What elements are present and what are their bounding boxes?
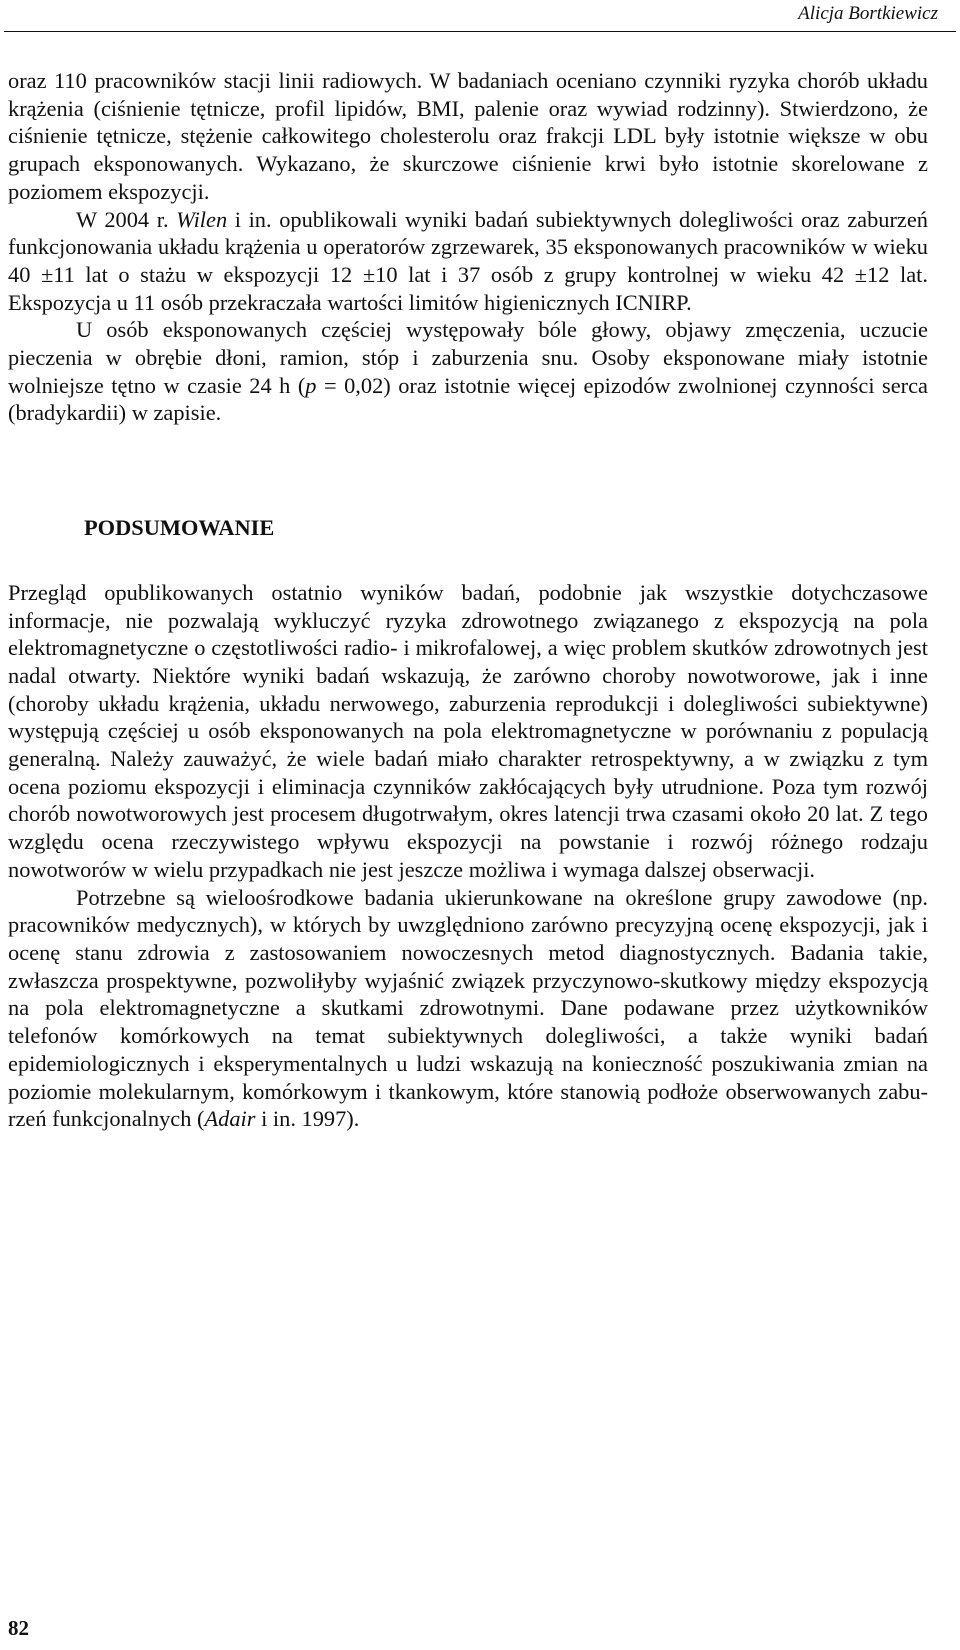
paragraph-continuation: oraz 110 pracowników stacji linii radiowych. W badaniach oceniano czynniki ryzyka chorób układu krążenia (ciśnienie tętnicze, profil lipidów, BMI, palenie oraz wywiad rodzinny). Stwierdzono, że ciśnienie tętnicze, stężenie całkowitego cholesterolu oraz frakcji LDL były istotnie większe w obu grupach eksponowanych. Wykazano, że skurczowe ciśnienie krwi było istotnie skorelowane z poziomem ekspozycji. <box>8 68 928 204</box>
paragraph-lead: W 2004 r. <box>76 206 177 232</box>
paragraph-recommendations <box>8 884 928 1133</box>
paragraph-rest: i in. opublikowali wyniki badań subiektywnych dolegliwości oraz zaburzeń funkcjonowania układu krążenia u operatorów zgrzewarek, 35 eksponowanych pracowników w wieku 40 ±11 lat o stażu w ekspozycji 12 ±10 lat i 37 osób z grupy kontrolnej w wieku 42 ±12 lat. Ekspozycja u 11 osób przekraczała wartości limitów higienicznych ICNIRP. <box>8 206 928 315</box>
paragraph-rest: = 0,02) oraz istotnie więcej epizodów zwolnionej czynności serca (bradykardii) w zapisie. <box>8 372 928 426</box>
page-content <box>8 67 928 1133</box>
cited-author: Wilen <box>176 206 228 232</box>
header-rule <box>4 31 956 32</box>
cited-author: Adair <box>204 1106 256 1132</box>
p-value-symbol: p <box>305 372 317 398</box>
section-heading: PODSUMOWANIE <box>84 515 275 541</box>
paragraph-summary: Przegląd opublikowanych ostatnio wyników badań, podobnie jak wszystkie dotychczasowe informacje, nie pozwalają wykluczyć ryzyka zdrowotnego związanego z ekspozycją na pola elektromagnetyczne o częstotliwości radio- i mikrofalowej, a więc problem skutków zdrowotnych jest nadal otwarty. Niektóre wyniki badań wskazują, że zarówno choroby nowotworowe, jak i inne (choroby układu krążenia, układu nerwowego, zaburzenia reprodukcji i dolegliwości subiektywne) występują częściej u osób eksponowanych na pola elektromagnetyczne w porównaniu z populacją generalną. Należy zauważyć, że wiele badań miało charakter retrospektywny, a w związku z tym ocena poziomu ekspozycji i eliminacja czynników zakłócających były utrudnione. Poza tym rozwój chorób nowotworowych jest procesem długotrwałym, okres latencji trwa czasami około 20 lat. Z tego względu ocena rzeczywistego wpływu ekspozycji na powstanie i rozwój różnego rodzaju nowotworów w wielu przypadkach nie jest jeszcze możliwa i wymaga dalszej obserwacji. <box>8 579 928 882</box>
paragraph-lead: U osób eksponowanych częściej występowały bóle głowy, objawy zmęczenia, uczucie pieczenia w obrębie dłoni, ramion, stóp i zaburzenia snu. Osoby eksponowane miały istotnie wolniejsze tętno w czasie 24 h ( <box>8 317 928 398</box>
page-number: 82 <box>8 1616 29 1640</box>
paragraph-lead: Potrzebne są wieloośrodkowe badania ukierunkowane na określone grupy zawodowe (np. pracowników medycznych), w których by uwzględniono zarówno precyzyjną ocenę ekspozycji, jak i ocenę stanu zdrowia z zastosowaniem nowoczesnych metod diagnostycznych. Badania takie, zwłaszcza prospektywne, pozwoliłyby wyjaśnić związek przyczynowo-skutkowy między ekspozycją na pola elektromagnetyczne a skutkami zdrowotnymi. Dane podawane przez użytkowników telefonów komórkowych na temat subiektywnych dolegliwości, a także wyniki badań epidemiologicznych i eksperymentalnych u ludzi wskazują na konieczność poszukiwania zmian na poziomie molekularnym, komórkowym i tkankowym, które stanowią podłoże obserwowanych zaburzeń funkcjonalnych ( <box>8 884 928 1132</box>
paragraph-results <box>8 316 928 427</box>
paragraph-wilen <box>8 206 928 317</box>
paragraph-rest: i in. 1997). <box>255 1106 360 1132</box>
header-author: Alicja Bortkiewicz <box>798 3 938 24</box>
running-header <box>0 0 960 40</box>
